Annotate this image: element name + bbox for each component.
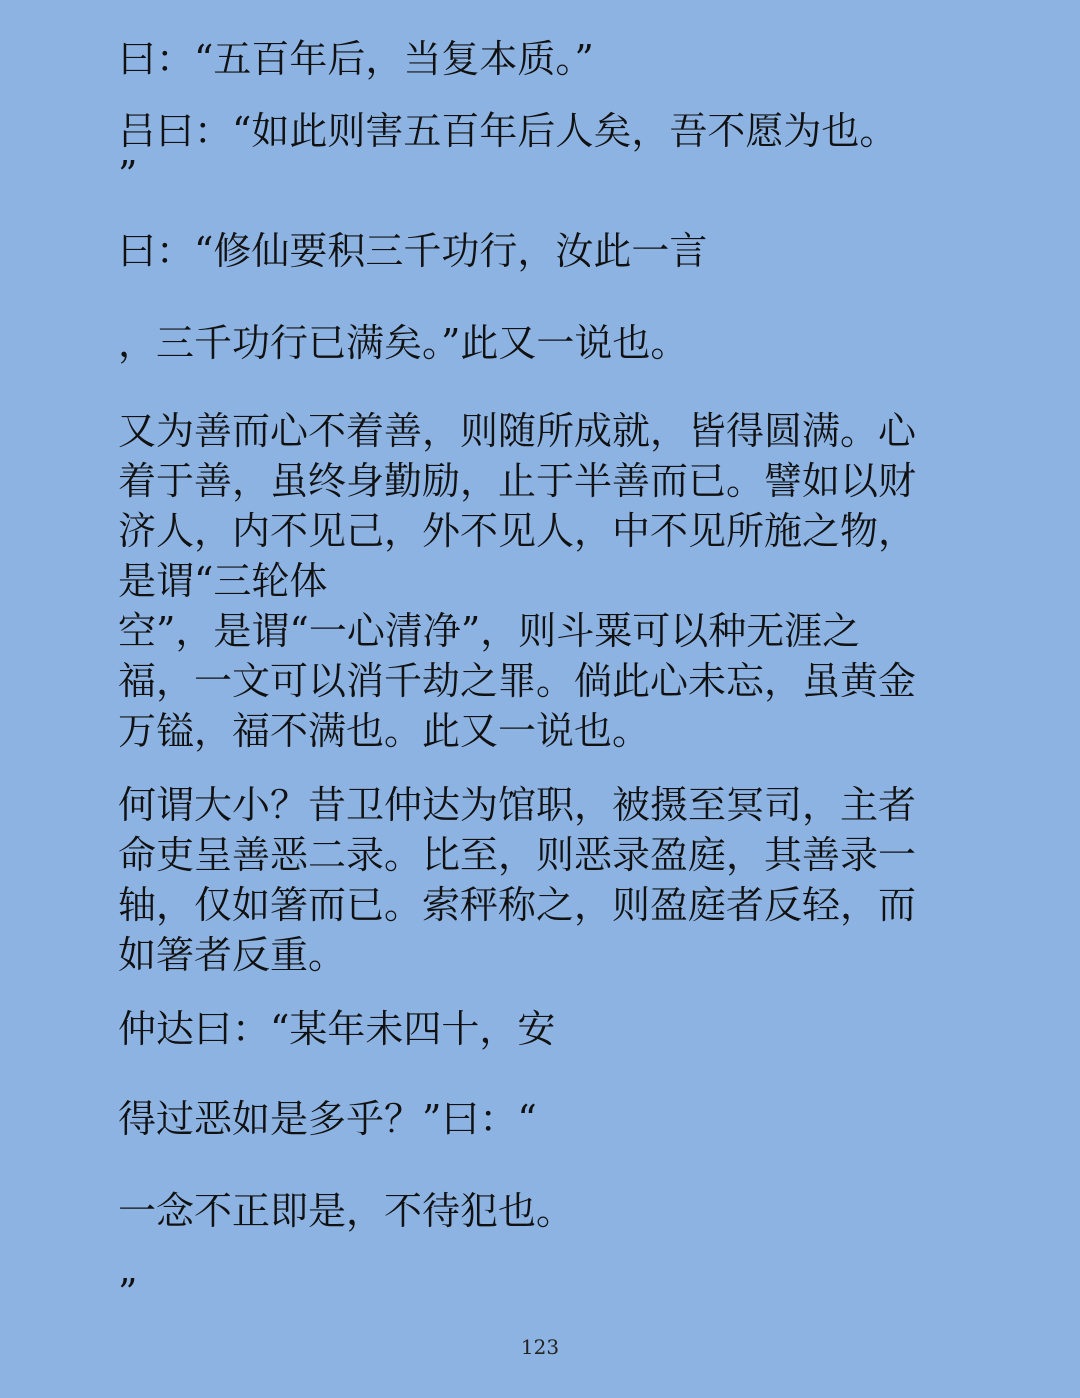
text-line: ” xyxy=(118,153,138,197)
text-line: 万镒，福不满也。此又一说也。 xyxy=(118,709,651,753)
text-line: 如箸者反重。 xyxy=(118,933,347,977)
text-line: 一念不正即是，不待犯也。 xyxy=(118,1189,575,1233)
text-line: 又为善而心不着善，则随所成就，皆得圆满。心 xyxy=(118,409,917,453)
text-line: 吕曰：“如此则害五百年后人矣，吾不愿为也。 xyxy=(118,109,898,153)
text-line: 福，一文可以消千劫之罪。倘此心未忘，虽黄金 xyxy=(118,659,917,703)
text-line: 是谓“三轮体 xyxy=(118,559,328,603)
text-line: 曰：“五百年后，当复本质。” xyxy=(118,37,594,81)
page-number: 123 xyxy=(520,1335,560,1359)
text-line: 轴，仅如箸而已。索秤称之，则盈庭者反轻，而 xyxy=(118,883,917,927)
text-line: 仲达曰：“某年未四十，安 xyxy=(118,1007,556,1051)
text-line: 曰：“修仙要积三千功行，汝此一言 xyxy=(118,229,708,273)
text-line: 着于善，虽终身勤励，止于半善而已。譬如以财 xyxy=(118,459,917,503)
text-line: 空”，是谓“一心清净”，则斗粟可以种无涯之 xyxy=(118,609,861,653)
text-line: 何谓大小？昔卫仲达为馆职，被摄至冥司，主者 xyxy=(118,783,917,827)
text-line: 得过恶如是多乎？”曰：“ xyxy=(118,1097,537,1141)
text-line: 济人，内不见己，外不见人，中不见所施之物， xyxy=(118,509,917,553)
text-line: ，三千功行已满矣。”此又一说也。 xyxy=(118,321,689,365)
text-line: 命吏呈善恶二录。比至，则恶录盈庭，其善录一 xyxy=(118,833,917,877)
text-line: ” xyxy=(118,1271,138,1315)
